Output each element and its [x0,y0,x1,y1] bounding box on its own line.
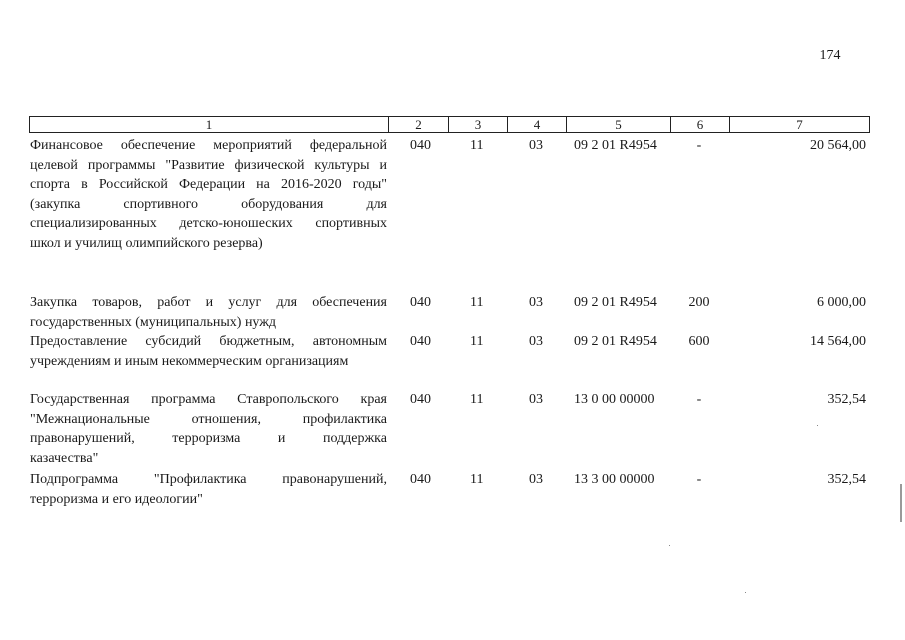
cell-section: 11 [470,334,484,349]
description-line: правонарушений, терроризма и поддержка [30,431,387,446]
row-description [30,470,387,509]
scan-artifact [900,484,902,522]
cell-amount: 20 564,00 [810,138,866,153]
description-line: Государственная программа Ставропольского края [30,392,387,407]
cell-section: 11 [470,472,484,487]
header-col-6: 6 [670,117,729,132]
cell-subsection: 03 [529,138,543,153]
row-description [30,332,387,371]
cell-target-article: 09 2 01 R4954 [574,295,657,310]
description-line: целевой программы "Развитие физической культуры и [30,157,387,173]
cell-amount: 352,54 [827,472,866,487]
header-col-1: 1 [205,117,213,132]
description-line: школ и училищ олимпийского резерва) [30,235,263,251]
description-line: специализированных детско-юношеских спортивных [30,216,387,231]
page-number: 174 [819,48,841,63]
cell-subsection: 03 [529,472,543,487]
header-col-7: 7 [729,117,869,132]
cell-ministry-code: 040 [410,472,431,487]
row-description [30,293,387,332]
header-col-4: 4 [507,117,566,132]
cell-target-article: 09 2 01 R4954 [574,138,657,153]
cell-amount: 6 000,00 [817,295,866,310]
cell-ministry-code: 040 [410,392,431,407]
description-line: учреждениям и иным некоммерческим организациям [30,353,349,369]
cell-target-article: 13 0 00 00000 [574,392,655,407]
cell-expense-type: - [696,138,702,153]
header-col-2: 2 [388,117,448,132]
description-line: спорта в Российской Федерации на 2016-2020 годы" [30,177,387,192]
description-line: терроризма и его идеологии" [30,491,203,507]
scan-artifact [745,592,746,593]
description-line: Подпрограмма "Профилактика правонарушений, [30,472,387,487]
row-description [30,390,387,468]
cell-ministry-code: 040 [410,334,431,349]
cell-subsection: 03 [529,295,543,310]
cell-ministry-code: 040 [410,138,431,153]
cell-expense-type: - [696,392,702,407]
description-line: казачества" [30,450,99,466]
description-line: Закупка товаров, работ и услуг для обеспечения [30,295,387,310]
scan-artifact [669,545,670,546]
description-line: "Межнациональные отношения, профилактика [30,411,387,427]
cell-section: 11 [470,295,484,310]
cell-section: 11 [470,392,484,407]
cell-amount: 14 564,00 [810,334,866,349]
row-description [30,136,387,253]
cell-target-article: 09 2 01 R4954 [574,334,657,349]
header-col-5: 5 [566,117,670,132]
cell-section: 11 [470,138,484,153]
cell-amount: 352,54 [827,392,866,407]
description-line: Предоставление субсидий бюджетным, автономным [30,334,387,349]
cell-expense-type: - [696,472,702,487]
header-col-3: 3 [448,117,507,132]
cell-expense-type: 200 [688,295,710,310]
table-header [29,116,870,133]
cell-subsection: 03 [529,392,543,407]
cell-subsection: 03 [529,334,543,349]
cell-ministry-code: 040 [410,295,431,310]
cell-expense-type: 600 [688,334,710,349]
description-line: (закупка спортивного оборудования для [30,196,387,212]
description-line: Финансовое обеспечение мероприятий федеральной [30,138,387,153]
cell-target-article: 13 3 00 00000 [574,472,655,487]
description-line: государственных (муниципальных) нужд [30,314,277,330]
scan-artifact [817,425,818,426]
